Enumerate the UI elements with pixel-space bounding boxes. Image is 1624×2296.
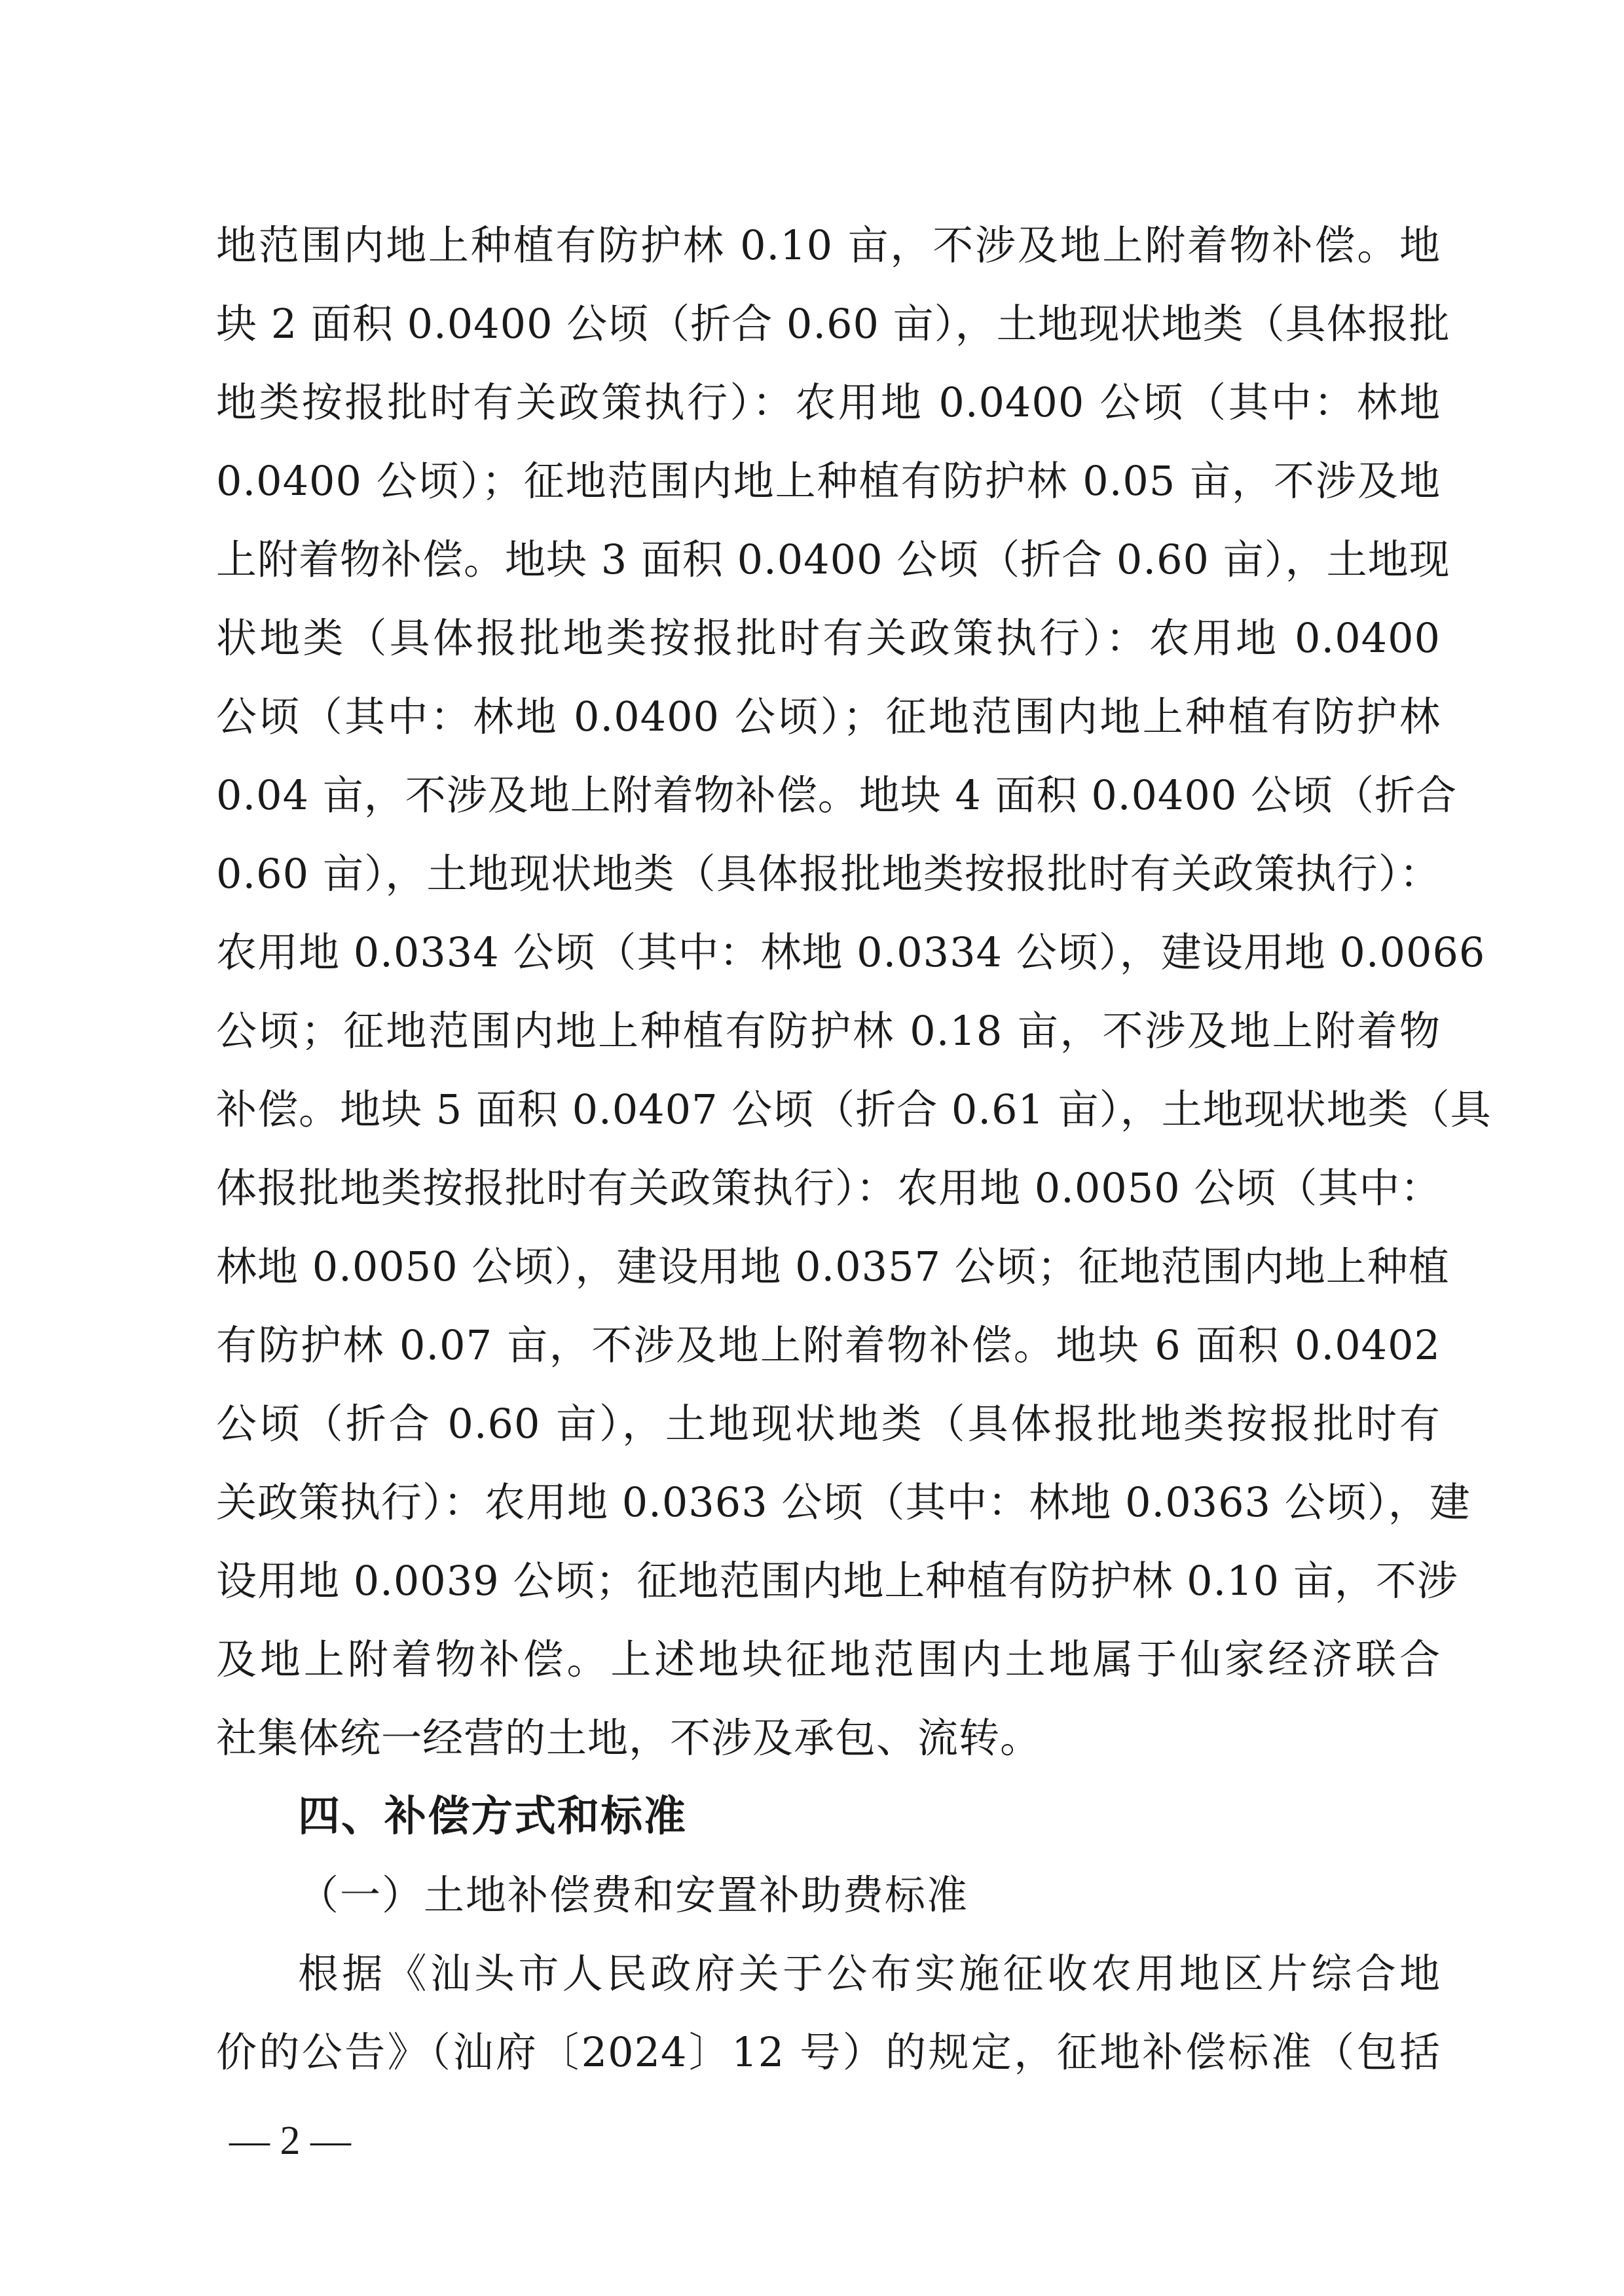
section-heading: 四、补偿方式和标准 <box>298 1793 687 1841</box>
text-line: 农用地 0.0334 公顷（其中：林地 0.0334 公顷），建设用地 0.0066 <box>216 928 1486 976</box>
text-line: 上附着物补偿。地块 3 面积 0.0400 公顷（折合 0.60 亩），土地现 <box>216 536 1450 583</box>
text-line: 公顷（其中：林地 0.0400 公顷）；征地范围内地上种植有防护林 <box>216 693 1441 740</box>
text-line: 公顷（折合 0.60 亩），土地现状地类（具体报批地类按报批时有 <box>216 1400 1441 1448</box>
text-line: 0.60 亩），土地现状地类（具体报批地类按报批时有关政策执行）： <box>216 850 1441 898</box>
text-line: 根据《汕头市人民政府关于公布实施征收农用地区片综合地 <box>298 1950 1441 1997</box>
text-line: 地类按报批时有关政策执行）：农用地 0.0400 公顷（其中：林地 <box>216 378 1441 426</box>
text-line: 公顷；征地范围内地上种植有防护林 0.18 亩，不涉及地上附着物 <box>216 1007 1441 1055</box>
text-line: 体报批地类按报批时有关政策执行）：农用地 0.0050 公顷（其中： <box>216 1164 1442 1212</box>
text-line: 社集体统一经营的土地，不涉及承包、流转。 <box>216 1714 1042 1762</box>
text-line: 补偿。地块 5 面积 0.0407 公顷（折合 0.61 亩），土地现状地类（具 <box>216 1085 1492 1133</box>
subsection-heading: （一）土地补偿费和安置补助费标准 <box>298 1871 969 1919</box>
text-line: 块 2 面积 0.0400 公顷（折合 0.60 亩），土地现状地类（具体报批 <box>216 300 1450 348</box>
page-number: — 2 — <box>229 2119 351 2163</box>
text-line: 设用地 0.0039 公顷；征地范围内地上种植有防护林 0.10 亩，不涉 <box>216 1557 1458 1605</box>
text-line: 价的公告》（汕府〔2024〕12 号）的规定，征地补偿标准（包括 <box>216 2028 1441 2076</box>
text-line: 状地类（具体报批地类按报批时有关政策执行）：农用地 0.0400 <box>216 614 1441 662</box>
text-line: 关政策执行）：农用地 0.0363 公顷（其中：林地 0.0363 公顷），建 <box>216 1478 1471 1526</box>
text-line: 地范围内地上种植有防护林 0.10 亩，不涉及地上附着物补偿。地 <box>216 221 1441 269</box>
text-line: 林地 0.0050 公顷），建设用地 0.0357 公顷；征地范围内地上种植 <box>216 1243 1450 1290</box>
text-line: 有防护林 0.07 亩，不涉及地上附着物补偿。地块 6 面积 0.0402 <box>216 1321 1441 1369</box>
text-line: 0.0400 公顷）；征地范围内地上种植有防护林 0.05 亩，不涉及地 <box>216 457 1441 505</box>
text-line: 及地上附着物补偿。上述地块征地范围内土地属于仙家经济联合 <box>216 1635 1441 1683</box>
text-line: 0.04 亩，不涉及地上附着物补偿。地块 4 面积 0.0400 公顷（折合 <box>216 771 1457 819</box>
